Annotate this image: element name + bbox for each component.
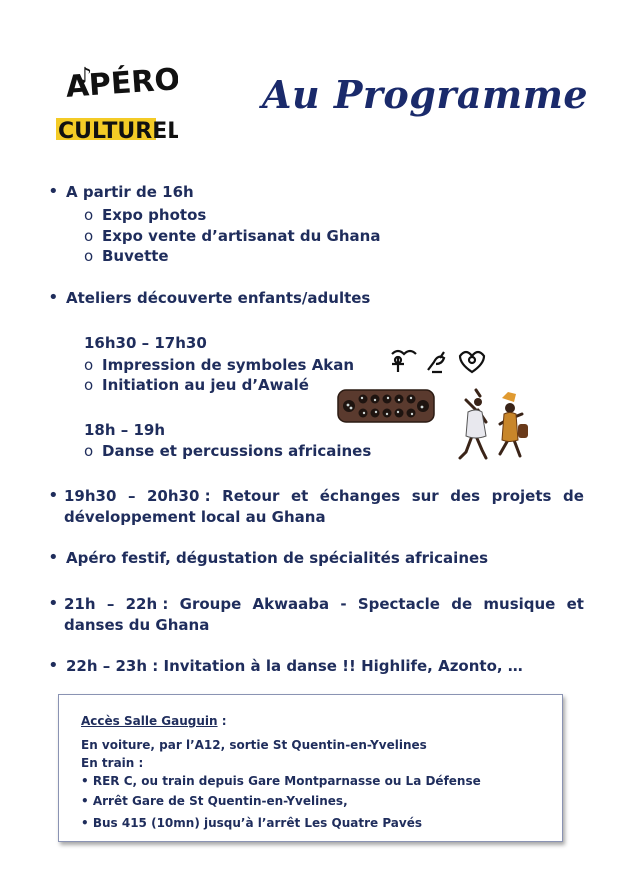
- list-item: Expo vente d’artisanat du Ghana: [102, 227, 381, 245]
- word: échanges: [319, 487, 401, 505]
- awale-board-image: [337, 388, 435, 428]
- info-line-car: En voiture, par l’A12, sortie St Quentin-en-Yvelines: [81, 738, 427, 752]
- bullet-icon: •: [48, 593, 59, 614]
- sub-bullet-icon: o: [84, 206, 94, 224]
- list-item: Danse et percussions africaines: [102, 442, 372, 460]
- section4-text: Apéro festif, dégustation de spécialités africaines: [66, 549, 489, 567]
- akan-symbols-icon: [388, 346, 488, 380]
- word: et: [566, 595, 584, 613]
- section5-line1: [64, 594, 584, 614]
- word: et: [290, 487, 309, 505]
- section6-text: 22h – 23h : Invitation à la danse !! Highlife, Azonto, …: [66, 657, 523, 675]
- word: –: [127, 487, 136, 505]
- word: Retour: [222, 487, 280, 505]
- word: 20h30 :: [146, 487, 211, 505]
- sub-bullet-icon: o: [84, 376, 94, 394]
- list-item: Initiation au jeu d’Awalé: [102, 376, 309, 394]
- slot1-time: 16h30 – 17h30: [84, 334, 207, 352]
- bullet-icon: •: [48, 181, 59, 202]
- info-line-bus: • Bus 415 (10mn) jusqu’à l’arrêt Les Quatre Pavés: [81, 816, 422, 830]
- sub-bullet-icon: o: [84, 356, 94, 374]
- word: des: [450, 487, 481, 505]
- music-note-icon: ♪: [78, 64, 93, 89]
- word: sur: [411, 487, 439, 505]
- word: musique: [483, 595, 556, 613]
- info-line-train: En train :: [81, 756, 144, 770]
- info-title: [81, 713, 227, 729]
- word: Spectacle: [357, 595, 440, 613]
- word: -: [340, 595, 347, 613]
- word: Groupe: [179, 595, 242, 613]
- access-info-box: [58, 694, 563, 842]
- info-line-station: • Arrêt Gare de St Quentin-en-Yvelines,: [81, 794, 348, 808]
- african-dancers-image: [448, 388, 538, 472]
- word: projets: [491, 487, 552, 505]
- page-title: Au Programme: [262, 72, 589, 117]
- section2-heading: Ateliers découverte enfants/adultes: [66, 289, 371, 307]
- bullet-icon: •: [48, 655, 59, 676]
- list-item: Expo photos: [102, 206, 207, 224]
- section3-line2: développement local au Ghana: [64, 508, 326, 526]
- list-item: Buvette: [102, 247, 169, 265]
- logo-bottom-text: CULTUREL: [58, 119, 178, 144]
- bullet-icon: •: [48, 485, 59, 506]
- section1-heading: A partir de 16h: [66, 183, 194, 201]
- info-line-rer: • RER C, ou train depuis Gare Montparnasse ou La Défense: [81, 774, 481, 788]
- sub-bullet-icon: o: [84, 247, 94, 265]
- info-title-suffix: :: [217, 714, 227, 728]
- word: Akwaaba: [252, 595, 330, 613]
- section5-line2: danses du Ghana: [64, 616, 210, 634]
- logo-top-text: APÉROS: [64, 60, 178, 105]
- slot2-time: 18h – 19h: [84, 421, 166, 439]
- word: 19h30: [64, 487, 117, 505]
- sub-bullet-icon: o: [84, 442, 94, 460]
- word: 21h: [64, 595, 96, 613]
- apero-culturel-logo: [48, 48, 178, 158]
- word: de: [451, 595, 473, 613]
- section3-line1: [64, 486, 584, 506]
- bullet-icon: •: [48, 547, 59, 568]
- sub-bullet-icon: o: [84, 227, 94, 245]
- word: 22h :: [125, 595, 169, 613]
- word: de: [562, 487, 584, 505]
- list-item: Impression de symboles Akan: [102, 356, 355, 374]
- info-title-text: Accès Salle Gauguin: [81, 714, 218, 728]
- word: –: [106, 595, 115, 613]
- bullet-icon: •: [48, 287, 59, 308]
